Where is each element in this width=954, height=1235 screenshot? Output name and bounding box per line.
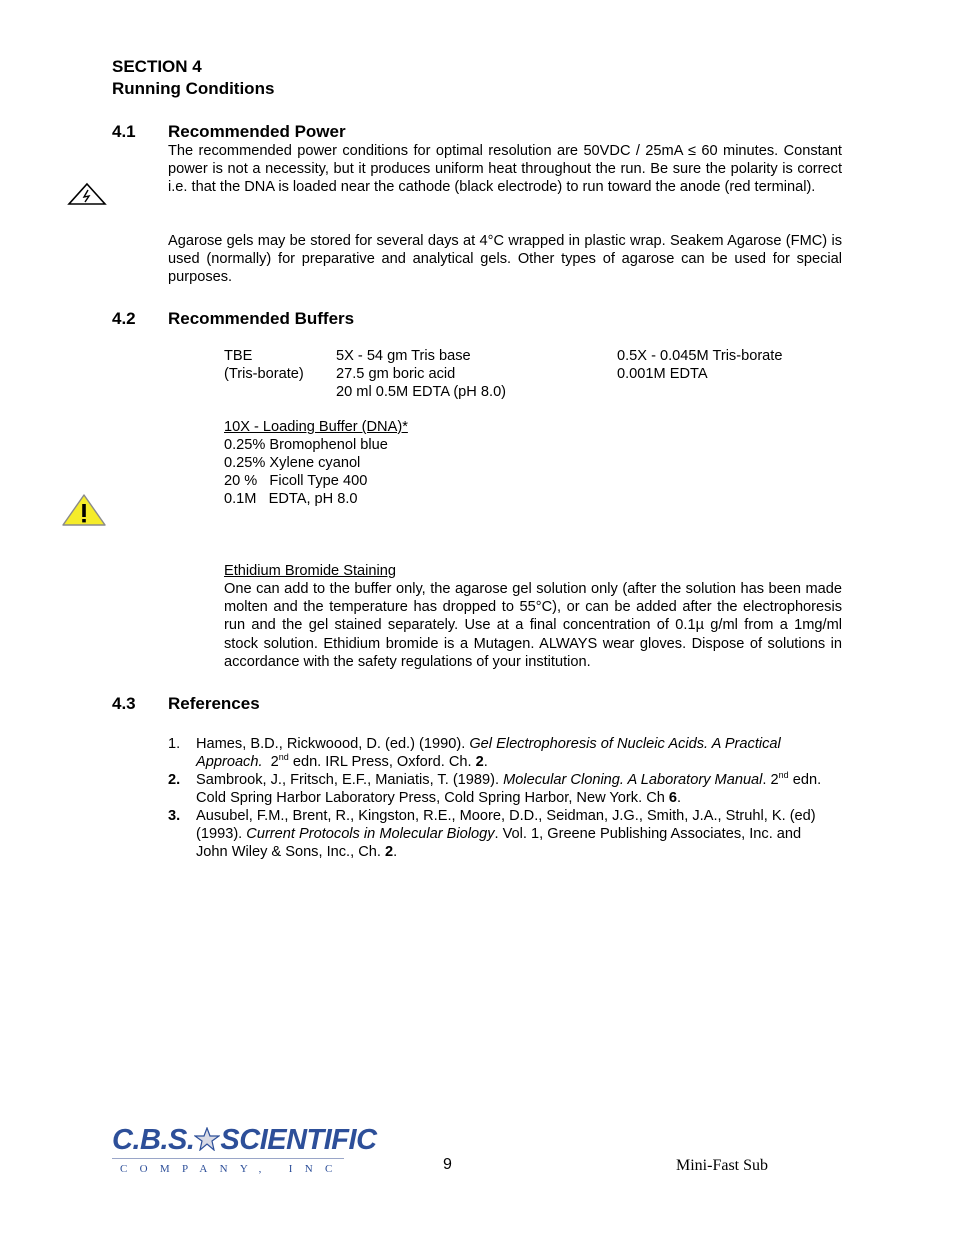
heading-4-3-number: 4.3 xyxy=(112,694,136,713)
ethidium-title: Ethidium Bromide Staining xyxy=(224,563,396,579)
tbe-stock-line: 27.5 gm boric acid xyxy=(336,366,456,382)
heading-4-2-title: Recommended Buffers xyxy=(168,309,355,328)
tbe-stock-line: 5X - 54 gm Tris base xyxy=(336,348,471,364)
heading-4-3-title: References xyxy=(168,694,260,713)
heading-4-1-title: Recommended Power xyxy=(168,122,346,141)
star-icon xyxy=(194,1127,220,1155)
logo-text-cbs: C.B.S. xyxy=(112,1124,195,1156)
ethidium-paragraph: One can add to the buffer only, the agarose gel solution only (after the solution has been made molten and the temperature has dropped to 55°C), or can be added after the electrophoresis run and the gel stained separately. Use at a final concentration of 0.1µ g/ml from a 1mg/ml stock solution. Ethidium bromide is a Mutagen. ALWAYS wear gloves. Dispose of solutions in accordance with the safety regulations of your institution. xyxy=(224,581,842,670)
reference-number: 3. xyxy=(168,808,181,824)
page-number: 9 xyxy=(443,1156,452,1173)
power-paragraph: The recommended power conditions for optimal resolution are 50VDC / 25mA ≤ 60 minutes. Constant power is not a necessity, but it produces uniform heat throughout the run. Be sure the polarity is correct i.e. that the DNA is loaded near the cathode (black electrode) to run toward the anode (red terminal). xyxy=(168,143,842,196)
tbe-stock-line: 20 ml 0.5M EDTA (pH 8.0) xyxy=(336,384,507,400)
electrical-hazard-icon xyxy=(67,182,107,210)
section-label: SECTION 4 xyxy=(112,57,202,76)
reference-item: Sambrook, J., Fritsch, E.F., Maniatis, T. (1989). Molecular Cloning. A Laboratory Manual. 2nd edn. Cold Spring Harbor Laboratory Press, Cold Spring Harbor, New York. Ch 6. xyxy=(196,770,822,806)
heading-4-2-number: 4.2 xyxy=(112,309,136,328)
logo-divider xyxy=(112,1158,344,1159)
product-name: Mini-Fast Sub xyxy=(676,1157,769,1174)
reference-number: 1. xyxy=(168,736,181,752)
reference-number: 2. xyxy=(168,772,181,788)
reference-item: Ausubel, F.M., Brent, R., Kingston, R.E., Moore, D.D., Seidman, J.G., Smith, J.A., Struhl, K. (ed) (1993). Current Protocols in Molecular Biology. Vol. 1, Greene Publishing Associates, Inc. and John Wiley & Sons, Inc., Ch. 2. xyxy=(196,808,816,860)
loading-buffer-item: 0.25% Xylene cyanol xyxy=(224,455,361,471)
tbe-working-line: 0.5X - 0.045M Tris-borate xyxy=(617,348,783,364)
company-logo xyxy=(112,1124,377,1175)
section-title: Running Conditions xyxy=(112,79,275,98)
loading-buffer-item: 20 % Ficoll Type 400 xyxy=(224,473,368,489)
reference-item: Hames, B.D., Rickwoood, D. (ed.) (1990). Gel Electrophoresis of Nucleic Acids. A Practical Approach. 2nd edn. IRL Press, Oxford. Ch. 2. xyxy=(196,736,781,770)
agarose-paragraph: Agarose gels may be stored for several days at 4°C wrapped in plastic wrap. Seakem Agarose (FMC) is used (normally) for preparative and analytical gels. Other types of agarose can be used for special purposes. xyxy=(168,233,842,286)
logo-text-scientific: SCIENTIFIC xyxy=(220,1124,377,1156)
loading-buffer-title: 10X - Loading Buffer (DNA)* xyxy=(224,419,408,435)
loading-buffer-item: 0.25% Bromophenol blue xyxy=(224,437,388,453)
logo-subtitle: COMPANY, INC xyxy=(120,1163,345,1175)
loading-buffer-item: 0.1M EDTA, pH 8.0 xyxy=(224,491,358,507)
caution-warning-icon xyxy=(61,493,107,531)
tbe-name-sub: (Tris-borate) xyxy=(224,366,304,382)
tbe-name: TBE xyxy=(224,348,253,364)
heading-4-1-number: 4.1 xyxy=(112,122,136,141)
tbe-working-line: 0.001M EDTA xyxy=(617,366,708,382)
